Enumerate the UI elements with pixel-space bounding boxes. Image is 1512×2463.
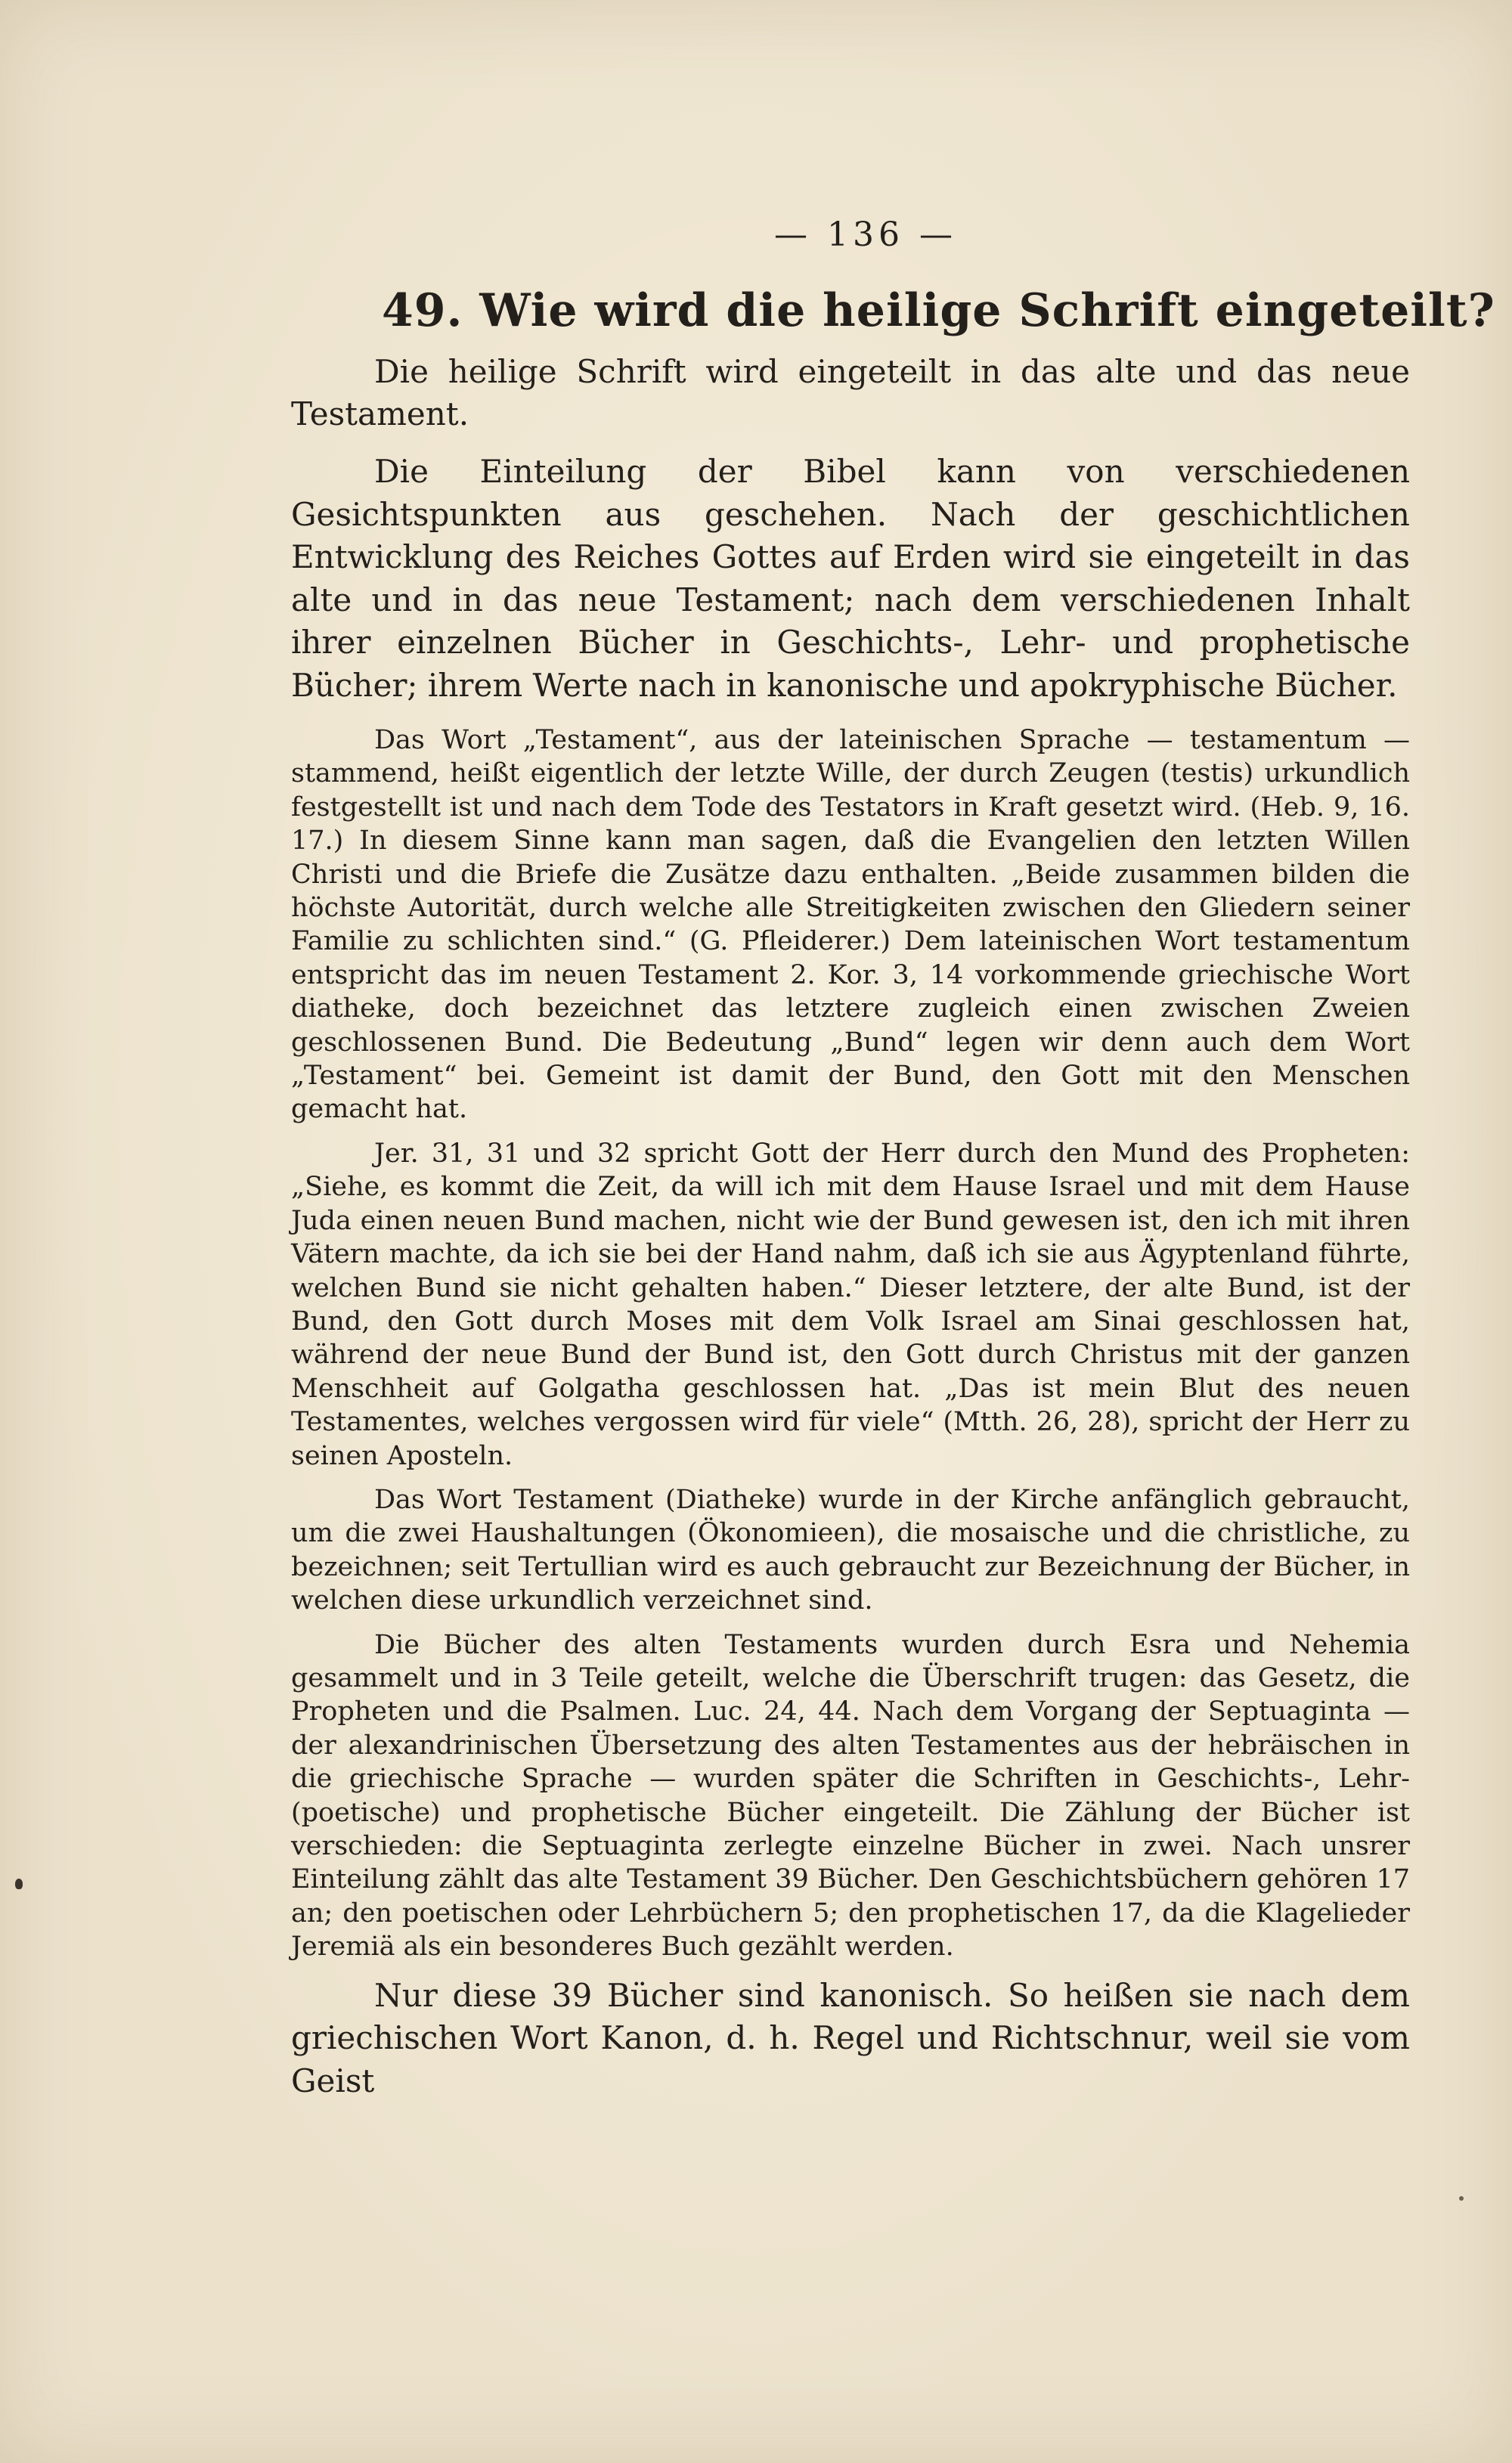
note-paragraph-diatheke: Das Wort Testament (Diatheke) wurde in der Kirche anfänglich gebraucht, um die zwei Haushaltungen (Ökonomieen), die mosaische und die christliche, zu bezeichnen; seit Tertullian wird es auch gebraucht zur Bezeichnung der Bücher, in welchen diese urkundlich verzeichnet sind.	[291, 1484, 1410, 1616]
body-paragraph-canon: Nur diese 39 Bücher sind kanonisch. So heißen sie nach dem griechischen Wort Kanon, d. h. Regel und Richtschnur, weil sie vom Geist	[291, 1976, 1410, 2099]
section-heading: 49. Wie wird die heilige Schrift eingeteilt?	[382, 284, 1495, 337]
body-paragraph: Die Einteilung der Bibel kann von verschiedenen Gesichtspunkten aus geschehen. Nach der geschichtlichen Entwicklung des Reiches Gottes auf Erden wird sie eingeteilt in das alte und in das neue Testament; nach dem verschiedenen Inhalt ihrer einzelnen Bücher in Geschichts-, Lehr- und prophetische Bücher; ihrem Werte nach in kanonische und apokryphische Bücher.	[291, 453, 1410, 704]
answer-paragraph: Die heilige Schrift wird eingeteilt in das alte und das neue Testament.	[291, 353, 1410, 432]
note-paragraph-testament: Das Wort „Testament“, aus der lateinischen Sprache — testamentum — stammend, heißt eigentlich der letzte Wille, der durch Zeugen (testis) urkundlich festgestellt ist und nach dem Tode des Testators in Kraft gesetzt wird. (Heb. 9, 16. 17.) In diesem Sinne kann man sagen, daß die Evangelien den letzten Willen Christi und die Briefe die Zusätze dazu enthalten. „Beide zusammen bilden die höchste Autorität, durch welche alle Streitigkeiten zwischen den Gliedern seiner Familie zu schlichten sind.“ (G. Pfleiderer.) Dem lateinischen Wort testamentum entspricht das im neuen Testament 2. Kor. 3, 14 vorkommende griechische Wort diatheke, doch bezeichnet das letztere zugleich einen zwischen Zweien geschlossenen Bund. Die Bedeutung „Bund“ legen wir denn auch dem Wort „Testament“ bei. Gemeint ist damit der Bund, den Gott mit den Menschen gemacht hat.	[291, 725, 1410, 1125]
margin-mark	[15, 1879, 23, 1889]
paper-speck	[1459, 2196, 1464, 2201]
note-paragraph-books: Die Bücher des alten Testaments wurden durch Esra und Nehemia gesammelt und in 3 Teile geteilt, welche die Überschrift trugen: das Gesetz, die Propheten und die Psalmen. Luc. 24, 44. Nach dem Vorgang der Septuaginta — der alexandrinischen Übersetzung des alten Testamentes aus der hebräischen in die griechische Sprache — wurden später die Schriften in Geschichts-, Lehr- (poetische) und prophetische Bücher eingeteilt. Die Zählung der Bücher ist verschieden: die Septuaginta zerlegte einzelne Bücher in zwei. Nach unsrer Einteilung zählt das alte Testament 39 Bücher. Den Geschichtsbüchern gehören 17 an; den poetischen oder Lehrbüchern 5; den prophetischen 17, da die Klagelieder Jeremiä als ein besonderes Buch gezählt werden.	[291, 1629, 1410, 1963]
page-number: — 136 —	[774, 215, 957, 254]
text-block	[291, 215, 1495, 2119]
note-paragraph-covenant: Jer. 31, 31 und 32 spricht Gott der Herr durch den Mund des Propheten: „Siehe, es kommt die Zeit, da will ich mit dem Hause Israel und mit dem Hause Juda einen neuen Bund machen, nicht wie der Bund gewesen ist, den ich mit ihren Vätern machte, da ich sie bei der Hand nahm, daß ich sie aus Ägyptenland führte, welchen Bund sie nicht gehalten haben.“ Dieser letztere, der alte Bund, ist der Bund, den Gott durch Moses mit dem Volk Israel am Sinai geschlossen hat, während der neue Bund der Bund ist, den Gott durch Christus mit der ganzen Menschheit auf Golgatha geschlossen hat. „Das ist mein Blut des neuen Testamentes, welches vergossen wird für viele“ (Mtth. 26, 28), spricht der Herr zu seinen Aposteln.	[291, 1138, 1410, 1471]
